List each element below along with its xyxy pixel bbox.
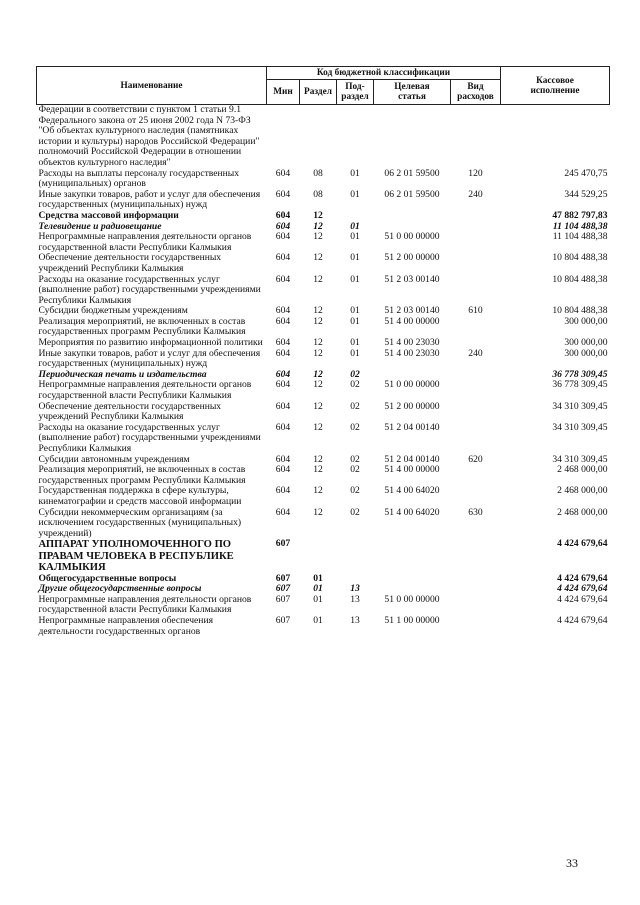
row-subsection: 13 <box>350 593 360 605</box>
row-expense-type <box>451 584 501 595</box>
header-name: Наименование <box>37 67 267 105</box>
row-ministry: 607 <box>275 614 291 626</box>
row-expense-type <box>451 370 501 381</box>
row-ministry: 604 <box>275 167 291 179</box>
row-target-article: 51 1 00 00000 <box>384 614 440 626</box>
table-body <box>37 105 610 638</box>
row-ministry: 607 <box>275 583 291 595</box>
row-section: 01 <box>313 583 323 595</box>
table-row <box>37 402 610 423</box>
row-amount: 344 529,25 <box>564 188 608 200</box>
row-section: 12 <box>313 485 323 497</box>
row-amount: 11 104 488,38 <box>552 220 608 232</box>
row-target-article: 06 2 01 59500 <box>384 188 440 200</box>
header-ministry: Мин <box>267 80 300 105</box>
row-target-article: 51 2 04 00140 <box>384 421 440 433</box>
row-expense-type: 610 <box>468 305 483 317</box>
row-subsection: 02 <box>350 379 360 391</box>
row-subsection: 13 <box>350 614 360 626</box>
header-classification-group: Код бюджетной классификации <box>267 67 501 80</box>
table-row <box>37 380 610 401</box>
row-amount: 300 000,00 <box>564 337 608 349</box>
row-amount: 47 882 797,83 <box>552 209 608 221</box>
row-name: Непрограммные направления деятельности органов государственной власти Республики Калмыкия <box>38 593 252 616</box>
row-name: Расходы на выплаты персоналу государственных (муниципальных) органов <box>38 167 240 190</box>
row-name: Телевидение и радиовещание <box>38 220 162 232</box>
table-row <box>37 465 610 486</box>
row-expense-type: 630 <box>468 506 483 518</box>
row-name: Субсидии бюджетным учреждениям <box>38 305 188 317</box>
header-section: Раздел <box>300 80 337 105</box>
row-name: Другие общегосударственные вопросы <box>38 583 202 595</box>
row-name: Периодическая печать и издательства <box>38 368 207 380</box>
row-section <box>300 539 337 573</box>
row-target-article: 51 0 00 00000 <box>384 593 440 605</box>
row-name: Непрограммные направления деятельности органов государственной власти Республики Калмыкия <box>38 379 252 402</box>
row-section: 12 <box>313 252 323 264</box>
table-row <box>37 616 610 637</box>
table-row <box>37 169 610 190</box>
row-expense-type <box>451 539 501 573</box>
row-expense-type <box>451 486 501 507</box>
page-number: 33 <box>566 856 578 870</box>
table-row <box>37 423 610 455</box>
row-name: Иные закупки товаров, работ и услуг для обеспечения государственных (муниципальных) нужд <box>38 347 261 370</box>
row-section: 12 <box>313 347 323 359</box>
row-section: 12 <box>313 400 323 412</box>
row-amount: 10 804 488,38 <box>552 273 608 285</box>
row-target-article: 51 2 04 00140 <box>384 453 440 465</box>
row-name: Иные закупки товаров, работ и услуг для обеспечения государственных (муниципальных) нужд <box>38 188 261 211</box>
row-expense-type: 620 <box>468 453 483 465</box>
row-ministry: 607 <box>275 572 291 584</box>
row-name: Обеспечение деятельности государственных учреждений Республики Калмыкия <box>38 252 222 274</box>
row-name: Непрограммные направления деятельности органов государственной власти Республики Калмыкия <box>38 231 252 253</box>
row-subsection: 01 <box>350 273 360 285</box>
row-amount: 34 310 309,45 <box>552 453 608 465</box>
table-row <box>37 253 610 274</box>
row-ministry: 604 <box>275 368 291 380</box>
row-section: 08 <box>313 167 323 179</box>
row-subsection: 01 <box>350 188 360 200</box>
row-name: Государственная поддержка в сфере культуры, кинематографии и средств массовой информации <box>38 485 242 507</box>
row-name: Общегосударственные вопросы <box>38 572 177 584</box>
row-amount: 245 470,75 <box>564 167 608 179</box>
row-name: Расходы на оказание государственных услуг (выполнение работ) государственными учреждениями Республики Калмыкия <box>38 273 261 306</box>
row-ministry: 604 <box>275 453 291 465</box>
row-ministry: 604 <box>275 252 291 264</box>
row-expense-type <box>451 380 501 401</box>
row-target-article: 51 0 00 00000 <box>384 231 440 243</box>
row-name: Обеспечение деятельности государственных учреждений Республики Калмыкия <box>38 400 222 423</box>
row-amount: 34 310 309,45 <box>552 421 608 433</box>
row-expense-type <box>451 402 501 423</box>
row-amount: 2 468 000,00 <box>557 485 608 497</box>
row-target-article: 51 4 00 64020 <box>384 485 440 497</box>
row-subsection: 01 <box>350 231 360 243</box>
row-expense-type <box>451 317 501 338</box>
row-subsection: 02 <box>350 421 360 433</box>
table-row <box>37 508 610 540</box>
row-amount: 34 310 309,45 <box>552 400 608 412</box>
row-subsection: 01 <box>350 315 360 327</box>
row-expense-type <box>451 423 501 455</box>
row-ministry: 604 <box>275 485 291 497</box>
header-target-article: Целевая статья <box>374 80 451 105</box>
table-row <box>37 317 610 338</box>
row-expense-type <box>451 211 501 222</box>
row-target-article: 51 4 00 23030 <box>384 337 440 349</box>
row-ministry: 604 <box>275 337 291 349</box>
row-ministry: 607 <box>275 538 291 550</box>
row-expense-type <box>451 105 501 169</box>
row-target-article <box>374 211 451 222</box>
row-section: 12 <box>313 231 323 243</box>
row-expense-type <box>451 232 501 253</box>
row-ministry: 607 <box>275 593 291 605</box>
table-row <box>37 190 610 211</box>
row-amount: 2 468 000,00 <box>557 506 608 518</box>
row-target-article <box>374 539 451 573</box>
row-subsection: 01 <box>350 252 360 264</box>
row-section: 12 <box>313 315 323 327</box>
row-amount: 300 000,00 <box>564 315 608 327</box>
header-cash-execution: Кассовое исполнение <box>501 67 610 105</box>
row-target-article: 06 2 01 59500 <box>384 167 440 179</box>
row-section: 12 <box>313 464 323 476</box>
row-ministry: 604 <box>275 315 291 327</box>
row-subsection: 01 <box>350 167 360 179</box>
row-subsection: 13 <box>350 583 360 595</box>
row-target-article: 51 4 00 23030 <box>384 347 440 359</box>
row-amount: 36 778 309,45 <box>552 379 608 391</box>
row-section: 12 <box>313 379 323 391</box>
row-subsection <box>337 105 374 169</box>
row-subsection: 01 <box>350 337 360 349</box>
row-subsection <box>337 539 374 573</box>
row-amount: 300 000,00 <box>564 347 608 359</box>
row-section: 12 <box>313 337 323 349</box>
row-subsection: 02 <box>350 368 360 380</box>
row-expense-type <box>451 574 501 585</box>
row-expense-type <box>451 465 501 486</box>
row-expense-type <box>451 253 501 274</box>
row-subsection: 02 <box>350 453 360 465</box>
row-amount: 10 804 488,38 <box>552 252 608 264</box>
row-subsection <box>337 211 374 222</box>
row-target-article: 51 0 00 00000 <box>384 379 440 391</box>
row-expense-type <box>451 595 501 616</box>
header-expense-type: Вид расходов <box>451 80 501 105</box>
row-ministry: 604 <box>275 209 291 221</box>
row-amount <box>501 105 610 169</box>
table-row <box>37 105 610 169</box>
row-subsection: 02 <box>350 400 360 412</box>
row-amount: 2 468 000,00 <box>557 464 608 476</box>
row-name: Реализация мероприятий, не включенных в состав государственных программ Республики Калмыкия <box>38 464 246 486</box>
row-expense-type: 240 <box>468 188 483 200</box>
row-expense-type: 120 <box>468 167 483 179</box>
row-ministry: 604 <box>275 231 291 243</box>
table-row <box>37 232 610 253</box>
row-section: 12 <box>313 305 323 317</box>
row-name: Субсидии некоммерческим организациям (за исключением государственных (муниципальных) учреждений) <box>38 506 242 539</box>
row-section: 08 <box>313 188 323 200</box>
row-section: 12 <box>313 368 323 380</box>
row-subsection: 02 <box>350 485 360 497</box>
table-row <box>37 486 610 507</box>
row-amount: 36 778 309,45 <box>552 368 608 380</box>
table-row <box>37 539 610 573</box>
row-subsection: 01 <box>350 220 360 232</box>
row-name: Субсидии автономным учреждениям <box>38 453 190 465</box>
row-target-article <box>374 574 451 585</box>
row-target-article: 51 2 00 00000 <box>384 252 440 264</box>
row-ministry: 604 <box>275 347 291 359</box>
row-name: Непрограммные направления обеспечения деятельности государственных органов <box>38 614 213 637</box>
row-target-article: 51 2 00 00000 <box>384 400 440 412</box>
row-expense-type <box>451 275 501 307</box>
table-row <box>37 275 610 307</box>
row-target-article: 51 4 00 00000 <box>384 464 440 476</box>
row-target-article <box>374 105 451 169</box>
row-ministry: 604 <box>275 188 291 200</box>
row-name: Реализация мероприятий, не включенных в состав государственных программ Республики Калмыкия <box>38 315 246 338</box>
table-row <box>37 595 610 616</box>
row-section: 01 <box>313 593 323 605</box>
row-ministry: 604 <box>275 273 291 285</box>
row-amount: 4 424 679,64 <box>557 593 608 605</box>
row-section: 01 <box>313 614 323 626</box>
row-target-article: 51 2 03 00140 <box>384 273 440 285</box>
row-name: АППАРАТ УПОЛНОМОЧЕННОГО ПО ПРАВАМ ЧЕЛОВЕКА В РЕСПУБЛИКЕ КАЛМЫКИЯ <box>38 539 234 574</box>
row-amount: 4 424 679,64 <box>557 538 608 550</box>
row-amount: 11 104 488,38 <box>552 231 608 243</box>
row-ministry: 604 <box>275 400 291 412</box>
row-name: Средства массовой информации <box>38 209 179 221</box>
row-ministry: 604 <box>275 421 291 433</box>
row-section: 12 <box>313 421 323 433</box>
row-ministry: 604 <box>275 220 291 232</box>
row-expense-type <box>451 616 501 637</box>
row-subsection: 01 <box>350 305 360 317</box>
row-section <box>300 105 337 169</box>
row-subsection: 02 <box>350 464 360 476</box>
table-header <box>37 67 610 105</box>
row-expense-type: 240 <box>468 347 483 359</box>
row-section: 12 <box>313 453 323 465</box>
row-ministry: 604 <box>275 379 291 391</box>
row-name: Расходы на оказание государственных услуг (выполнение работ) государственными учреждениями Республики Калмыкия <box>38 421 261 454</box>
row-target-article: 51 4 00 64020 <box>384 506 440 518</box>
row-ministry: 604 <box>275 305 291 317</box>
row-amount: 4 424 679,64 <box>557 583 608 595</box>
row-name: Федерации в соответствии с пунктом 1 статьи 9.1 Федерального закона от 25 июня 2002 года N 73-ФЗ "Об объектах культурного наследия (памятниках истории и культуры) народов Российской Федерации" полномочий Российской Федерации в отношении объектов культурного наследия" <box>38 104 260 168</box>
row-target-article: 51 2 03 00140 <box>384 305 440 317</box>
header-subsection: Под- раздел <box>337 80 374 105</box>
row-expense-type <box>451 222 501 233</box>
row-section: 12 <box>313 209 323 221</box>
row-section: 12 <box>313 506 323 518</box>
table-row <box>37 349 610 370</box>
row-target-article: 51 4 00 00000 <box>384 315 440 327</box>
row-amount: 10 804 488,38 <box>552 305 608 317</box>
row-section: 12 <box>313 220 323 232</box>
row-subsection: 01 <box>350 347 360 359</box>
row-amount: 4 424 679,64 <box>557 614 608 626</box>
row-ministry <box>267 105 300 169</box>
budget-table <box>36 66 610 637</box>
row-subsection: 02 <box>350 506 360 518</box>
table-row <box>37 211 610 222</box>
row-amount: 4 424 679,64 <box>557 572 608 584</box>
row-ministry: 604 <box>275 506 291 518</box>
row-ministry: 604 <box>275 464 291 476</box>
row-section: 12 <box>313 273 323 285</box>
row-section: 01 <box>313 572 323 584</box>
row-name: Мероприятия по развитию информационной политики <box>38 337 263 349</box>
